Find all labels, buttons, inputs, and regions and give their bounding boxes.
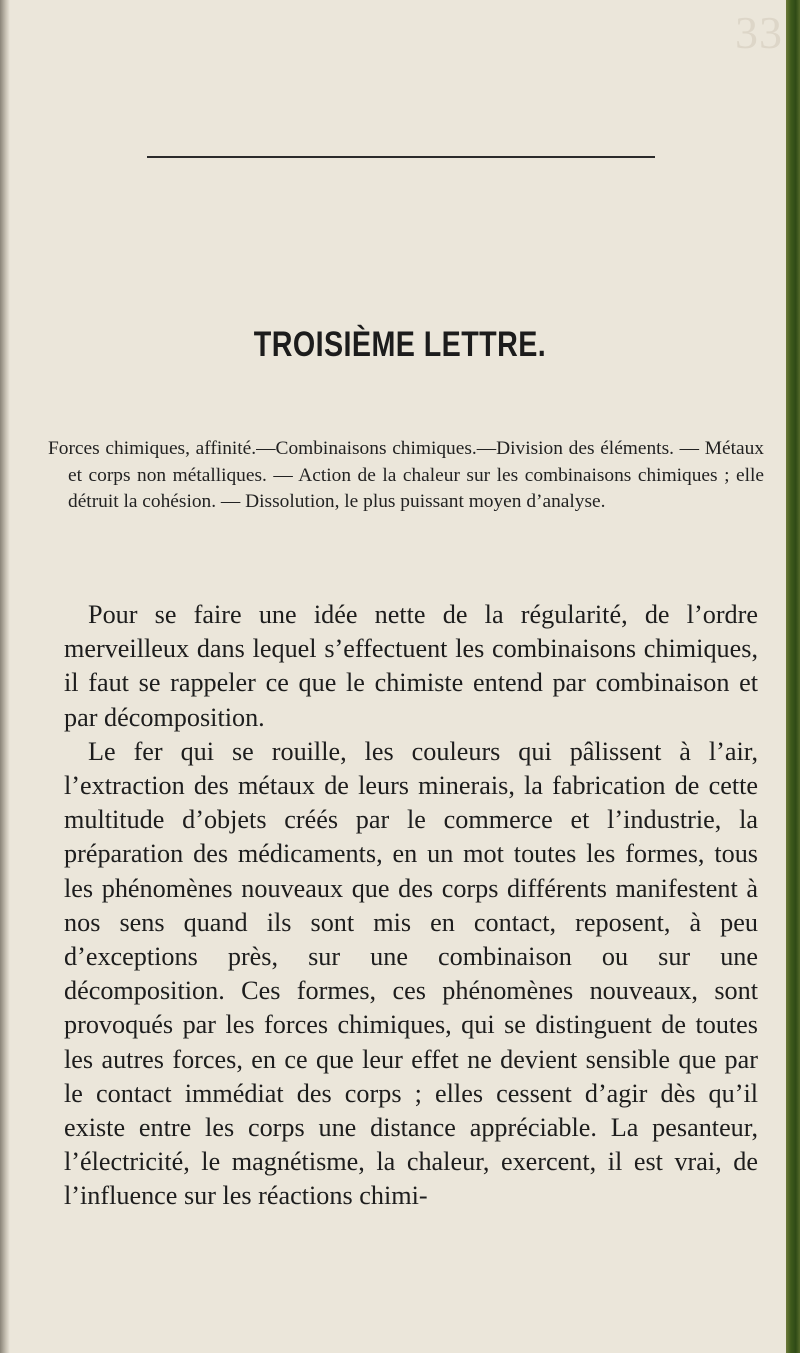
paragraph-2: Le fer qui se rouille, les couleurs qui pâlissent à l’air, l’extraction des métaux de leurs minerais, la fabrication de cette multitude d’objets créés par le commerce et l’industrie, la préparation des médicaments, en un mot toutes les formes, tous les phénomènes nouveaux que des corps différents manifestent à nos sens quand ils sont mis en contact, reposent, à peu d’exceptions près, sur une combinaison ou sur une décomposition. Ces formes, ces phénomènes nouveaux, sont provoqués par les forces chimiques, qui se distinguent de toutes les autres forces, en ce que leur effet ne devient sensible que par le contact immédiat des corps ; elles cessent d’agir dès qu’il existe entre les corps une distance appréciable. La pesanteur, l’électricité, le magnétisme, la chaleur, exercent, il est vrai, de l’influence sur les réactions chimi- — [64, 736, 758, 1211]
paragraph-1: Pour se faire une idée nette de la régularité, de l’ordre merveilleux dans lequel s’effectuent les combinaisons chimiques, il faut se rappeler ce que le chimiste entend par combinaison et par décomposition. — [64, 600, 758, 732]
body-text — [64, 598, 758, 1214]
page-left-edge — [0, 0, 10, 1353]
chapter-title: TROISIÈME LETTRE. — [253, 325, 547, 364]
header-rule — [147, 156, 655, 158]
chapter-summary: Forces chimiques, affinité.—Combinaisons chimiques.—Division des éléments. — Métaux et corps non métalliques. — Action de la chaleur sur les combinaisons chimiques ; elle détruit la cohésion. — Dissolution, le plus puissant moyen d’analyse. — [48, 438, 764, 512]
green-binding-edge — [786, 0, 800, 1353]
faint-page-number: 33 — [735, 7, 783, 58]
